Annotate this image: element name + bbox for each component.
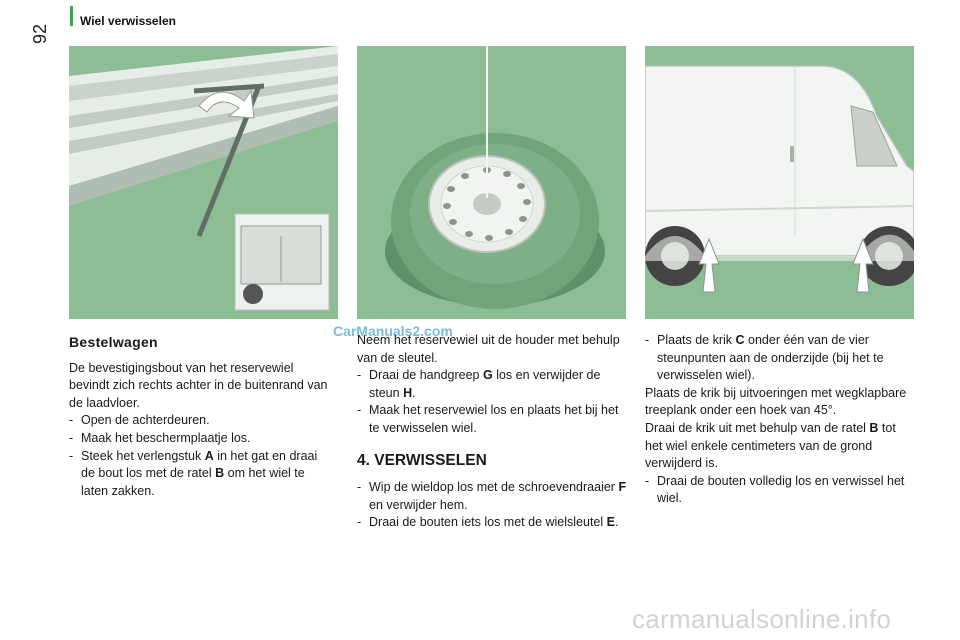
paragraph: Plaats de krik bij uitvoeringen met wegklapbare treeplank onder een hoek van 45°.: [645, 385, 907, 418]
list-item: - Draai de bouten iets los met de wielsleutel E.: [357, 514, 629, 532]
illustration-spare-wheel-bolt: [69, 46, 338, 319]
column-bestelwagen: [69, 332, 334, 500]
illustration-spare-wheel: [357, 46, 626, 319]
steps-list: [69, 412, 334, 500]
intro-text: Neem het reservewiel uit de houder met behulp van de sleutel.: [357, 333, 620, 365]
list-item: - Maak het reservewiel los en plaats het bij het te verwisselen wiel.: [357, 402, 629, 437]
column-remove-spare: [357, 332, 629, 532]
heading-bestelwagen: Bestelwagen: [69, 334, 158, 350]
list-item: - Maak het beschermplaatje los.: [69, 430, 334, 448]
list-item: - Draai de handgreep G los en verwijder de steun H.: [357, 367, 629, 402]
section-title: Wiel verwisselen: [80, 14, 176, 28]
watermark-carmanuals: CarManuals2.com: [333, 323, 453, 339]
steps-list: [645, 473, 915, 508]
paragraph: Draai de krik uit met behulp van de ratel B tot het wiel enkele centimeters van de grond verwijderd is.: [645, 420, 896, 471]
watermark-carmanualsonline: carmanualsonline.info: [632, 604, 892, 634]
steps-list: [645, 332, 915, 385]
page-number: 92: [30, 23, 50, 44]
illustration-van-jack-points: [645, 46, 914, 319]
heading-verwisselen: 4. VERWISSELEN: [357, 451, 487, 469]
intro-text: De bevestigingsbout van het reservewiel bevindt zich rechts achter in de buitenrand van de laadvloer.: [69, 360, 328, 410]
list-item: - Plaats de krik C onder één van de vier steunpunten aan de onderzijde (bij het te verwisselen wiel).: [645, 332, 915, 385]
list-item: - Steek het verlengstuk A in het gat en draai de bout los met de ratel B om het wiel te laten zakken.: [69, 448, 334, 501]
list-item: - Wip de wieldop los met de schroevendraaier F en verwijder hem.: [357, 479, 629, 514]
list-item: - Draai de bouten volledig los en verwissel het wiel.: [645, 473, 915, 508]
steps-list: [357, 479, 629, 532]
steps-list: [357, 367, 629, 437]
column-jack: [645, 332, 915, 508]
list-item: - Open de achterdeuren.: [69, 412, 334, 430]
header-accent-bar: [70, 6, 73, 26]
